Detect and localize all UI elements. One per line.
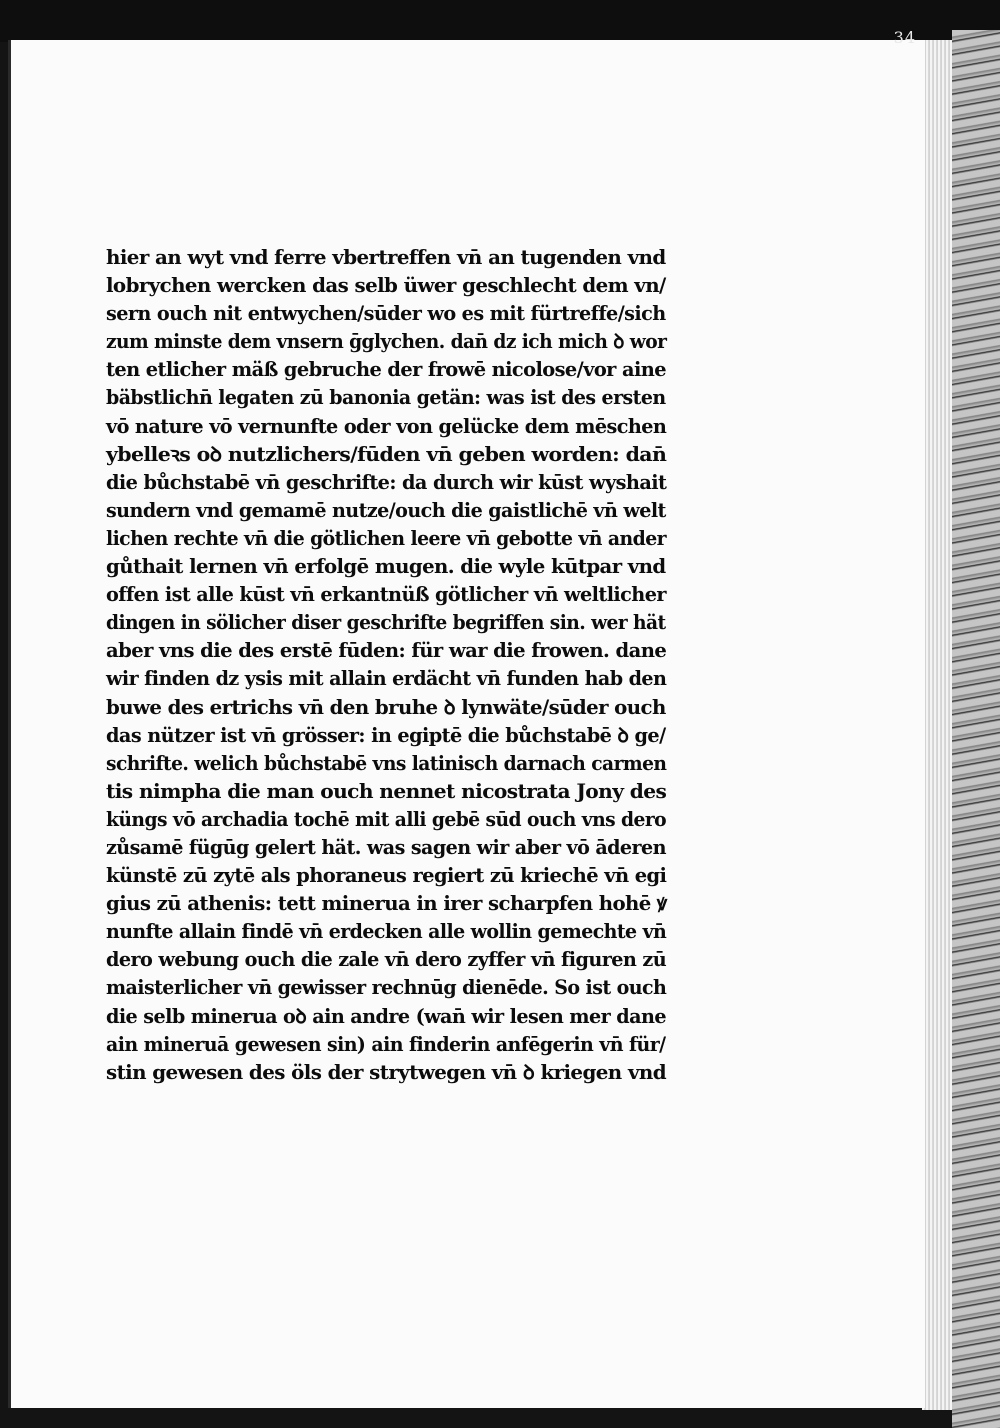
text-line: dingen in sölicher diser geschrifte begriffen sin. wer hät xyxy=(106,610,666,635)
text-line: offen ist alle kūst vn̄ erkantnüß götlicher vn̄ weltlicher xyxy=(106,582,666,607)
text-line: ten etlicher mäß gebruche der frowē nicolose/vor aine xyxy=(106,357,666,382)
text-line: gius zū athenis: tett minerua in irer scharpfen hohē ꝟ xyxy=(106,891,667,916)
text-line: stin gewesen des öls der strytwegen vn̄ ꝺ kriegen vnd xyxy=(106,1059,667,1084)
text-line: lichen rechte vn̄ die götlichen leere vn̄ gebotte vn̄ ander xyxy=(106,525,667,550)
text-line: zůsamē fügūg gelert hät. was sagen wir aber vō āderen xyxy=(106,834,666,859)
text-line: tis nimpha die man ouch nennet nicostrata Jony des xyxy=(106,778,667,803)
text-line: buwe des ertrichs vn̄ den bruhe ꝺ lynwäte/sūder ouch xyxy=(106,694,666,719)
text-line: künstē zū zytē als phoraneus regiert zū kriechē vn̄ egi xyxy=(106,863,667,888)
scan-top-margin xyxy=(0,0,1000,42)
text-line: aber vns die des erstē fūden: für war die frowen. dane xyxy=(106,638,667,663)
text-line: sundern vnd gemamē nutze/ouch die gaistlichē vn̄ welt xyxy=(106,497,666,522)
text-line: nunfte allain findē vn̄ erdecken alle wollin gemechte vn̄ xyxy=(106,919,667,944)
text-line: ybelleꝛs oꝺ nutzlichers/fūden vn̄ geben worden: dan̄ xyxy=(106,441,667,466)
text-line: bäbstlichn̄ legaten zū banonia getän: was ist des ersten xyxy=(106,385,666,410)
adjacent-leaf-edge xyxy=(952,30,1000,1428)
text-line: küngs vō archadia tochē mit alli gebē sūd ouch vns dero xyxy=(106,806,667,831)
text-line: schrifte. welich bůchstabē vns latinisch darnach carmen xyxy=(106,750,667,775)
text-line: dero webung ouch die zale vn̄ dero zyffer vn̄ figuren zū xyxy=(106,947,667,972)
text-line: maisterlicher vn̄ gewisser rechnūg dienēde. So ist ouch xyxy=(106,975,667,1000)
text-line: ain mineruā gewesen sin) ain finderin anfēgerin vn̄ für/ xyxy=(106,1031,666,1056)
folio-number: 34 xyxy=(893,28,916,47)
text-block xyxy=(106,243,666,1086)
text-line: wir finden dz ysis mit allain erdächt vn̄ funden hab den xyxy=(106,666,667,691)
book-fore-edge xyxy=(922,40,952,1410)
text-line: das nützer ist vn̄ grösser: in egiptē die bůchstabē ꝺ ge/ xyxy=(106,722,666,747)
text-line: die selb minerua oꝺ ain andre (wan̄ wir lesen mer dane xyxy=(106,1003,666,1028)
text-line: hier an wyt vnd ferre vbertreffen vn̄ an tugenden vnd xyxy=(106,245,666,269)
text-line: lobrychen wercken das selb üwer geschlecht dem vn/ xyxy=(106,273,666,298)
text-line: vō nature vō vernunfte oder von gelücke dem mēschen xyxy=(106,413,667,438)
text-line: gůthait lernen vn̄ erfolgē mugen. die wyle kūtpar vnd xyxy=(106,554,666,579)
text-line: die bůchstabē vn̄ geschrifte: da durch wir kūst wyshait xyxy=(106,469,667,494)
text-line: zum minste dem vnsern ḡglychen. dan̄ dz ich mich ꝺ wor xyxy=(106,329,667,354)
text-line: sern ouch nit entwychen/sūder wo es mit fürtreffe/sich xyxy=(106,301,666,326)
